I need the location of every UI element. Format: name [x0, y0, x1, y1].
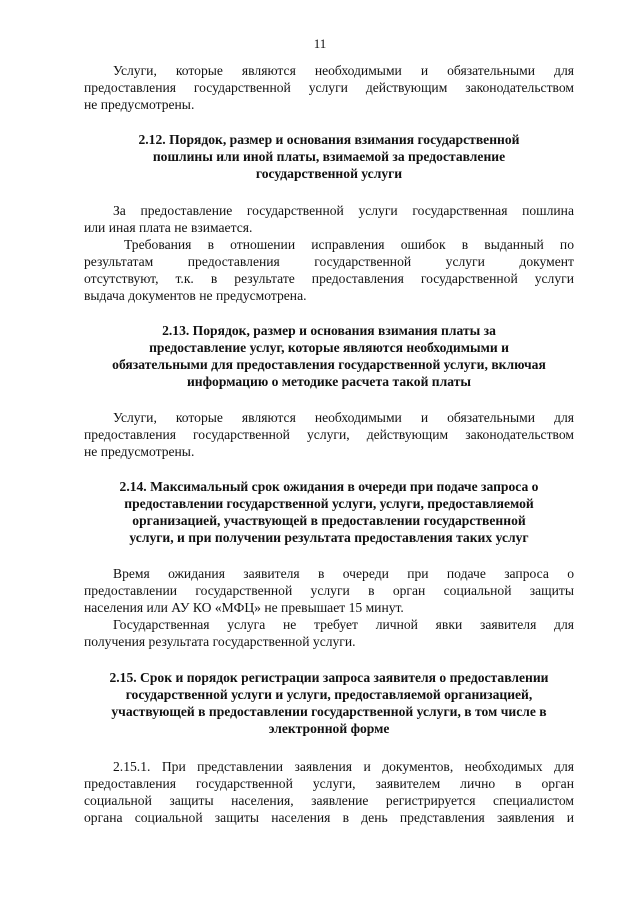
paragraph-line: отсутствуют, т.к. в результате предоставления государственной услуги	[84, 271, 574, 286]
section-heading: 2.15. Срок и порядок регистрации запроса заявителя о предоставлении	[109, 670, 549, 685]
paragraph-line: Требования в отношении исправления ошибок в выданный по	[124, 237, 574, 252]
paragraph-line: Услуги, которые являются необходимыми и обязательными для	[113, 63, 574, 78]
section-heading: предоставление услуг, которые являются необходимыми и	[149, 340, 509, 355]
paragraph-line: выдача документов не предусмотрена.	[84, 288, 307, 303]
section-heading: 2.13. Порядок, размер и основания взимания платы за	[162, 323, 496, 338]
paragraph-line: предоставления государственной услуги действующим законодательством	[84, 80, 574, 95]
paragraph-line: предоставления государственной услуги, заявителем лично в орган	[84, 776, 574, 791]
section-heading: 2.14. Максимальный срок ожидания в очереди при подаче запроса о	[119, 479, 539, 494]
section-heading: государственной услуги	[255, 166, 403, 181]
paragraph-line: не предусмотрены.	[84, 97, 195, 112]
page-number: 11	[313, 36, 327, 51]
section-heading: организацией, участвующей в предоставлении государственной	[132, 513, 526, 528]
paragraph-line: предоставлении государственной услуги в орган социальной защиты	[84, 583, 574, 598]
paragraph-line: или иная плата не взимается.	[84, 220, 253, 235]
section-heading: предоставлении государственной услуги, услуги, предоставляемой	[124, 496, 534, 511]
paragraph-line: предоставления государственной услуги, действующим законодательством	[84, 427, 574, 442]
paragraph-line: За предоставление государственной услуги государственная пошлина	[113, 203, 574, 218]
section-heading: обязательными для предоставления государственной услуги, включая	[112, 357, 546, 372]
section-heading: участвующей в предоставлении государственной услуги, в том числе в	[111, 704, 547, 719]
section-heading: 2.12. Порядок, размер и основания взимания государственной	[138, 132, 520, 147]
section-heading: информацию о методике расчета такой платы	[186, 374, 472, 389]
paragraph-line: 2.15.1. При представлении заявления и документов, необходимых для	[113, 759, 574, 774]
paragraph-line: результатам предоставления государственной услуги документ	[84, 254, 574, 269]
paragraph-line: Государственная услуга не требует личной явки заявителя для	[113, 617, 574, 632]
paragraph-line: получения результата государственной услуги.	[84, 634, 356, 649]
paragraph-line: органа социальной защиты населения в день представления заявления и	[84, 810, 574, 825]
paragraph-line: социальной защиты населения, заявление регистрируется специалистом	[84, 793, 574, 808]
paragraph-line: Услуги, которые являются необходимыми и обязательными для	[113, 410, 574, 425]
section-heading: услуги, и при получении результата предоставления таких услуг	[129, 530, 529, 545]
paragraph-line: Время ожидания заявителя в очереди при подаче запроса о	[113, 566, 574, 581]
section-heading: пошлины или иной платы, взимаемой за предоставление	[152, 149, 506, 164]
paragraph-line: не предусмотрены.	[84, 444, 195, 459]
section-heading: электронной форме	[268, 721, 390, 736]
paragraph-line: населения или АУ КО «МФЦ» не превышает 15 минут.	[84, 600, 404, 615]
section-heading: государственной услуги и услуги, предоставляемой организацией,	[125, 687, 533, 702]
